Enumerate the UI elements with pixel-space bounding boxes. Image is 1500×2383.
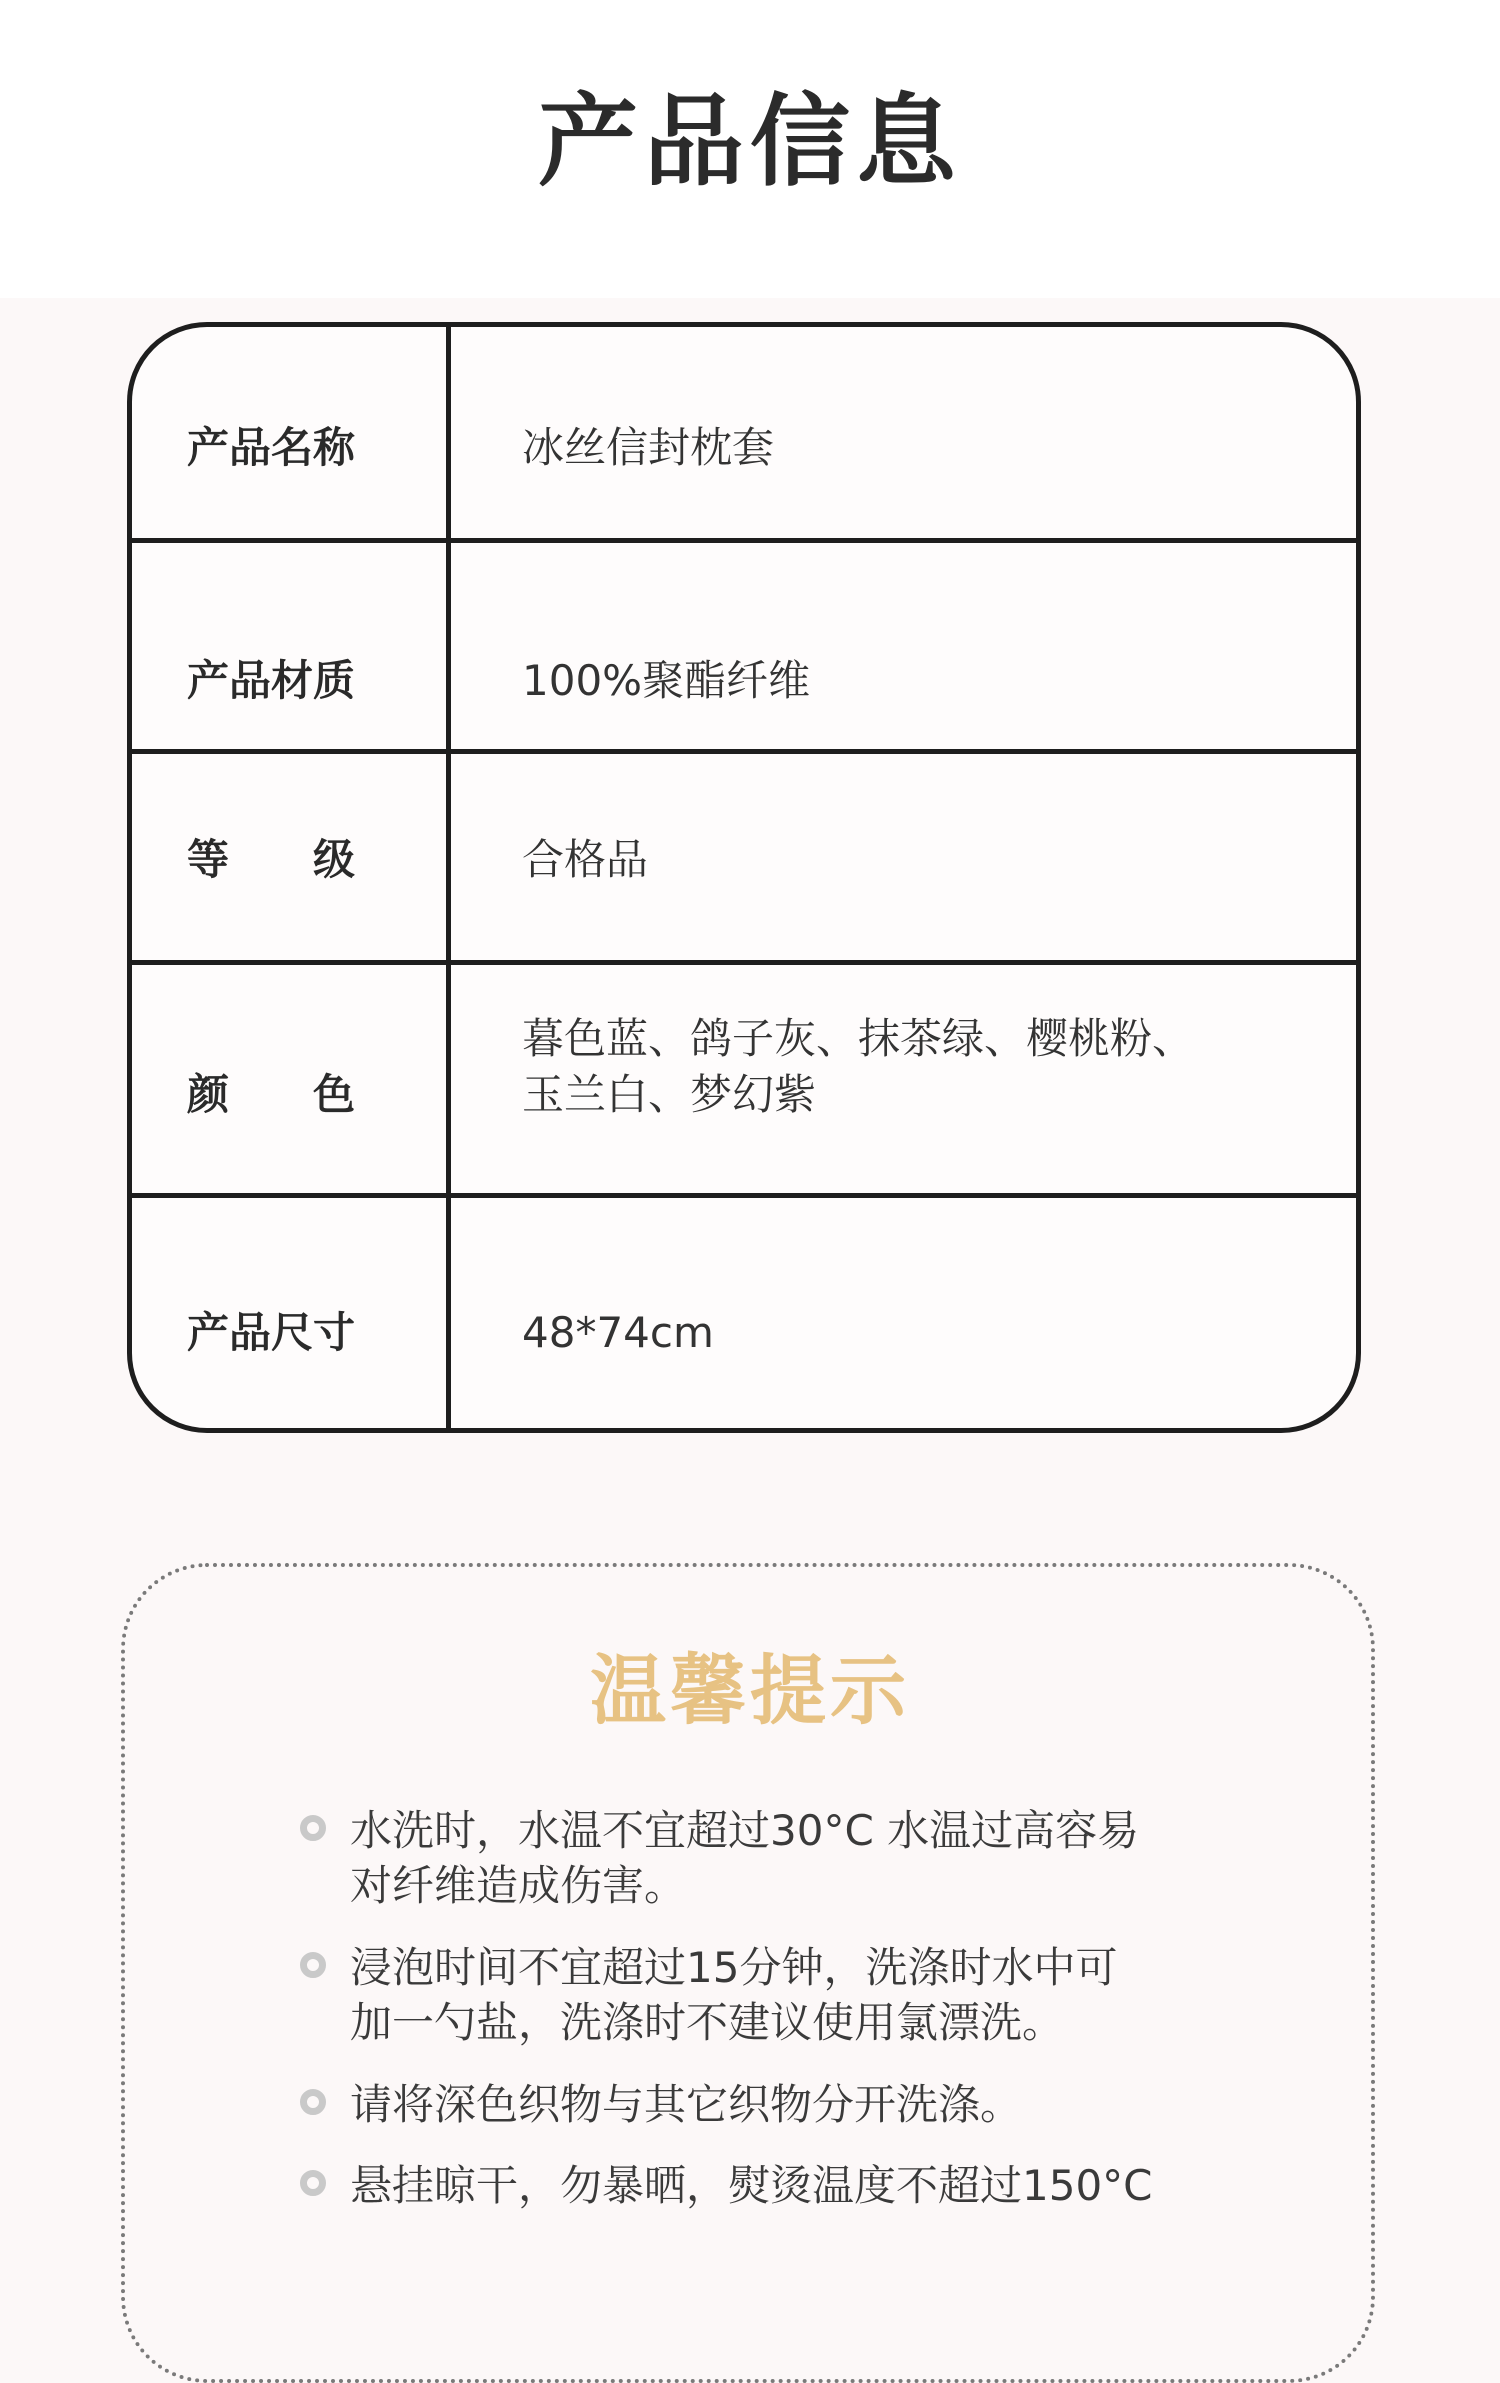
spec-value-material: 100%聚酯纤维 <box>522 656 811 705</box>
spec-label-grade: 等 级 <box>187 835 356 884</box>
circle-bullet-icon <box>300 2089 326 2115</box>
circle-bullet-icon <box>300 1815 326 1841</box>
spec-value-size: 48*74cm <box>522 1308 714 1357</box>
row-divider <box>132 749 1356 754</box>
tip-line: 悬挂晾干，勿暴晒，熨烫温度不超过150°C <box>350 2161 1153 2210</box>
tip-text <box>350 1940 1230 2050</box>
row-divider <box>132 960 1356 965</box>
column-divider <box>446 327 451 1428</box>
circle-bullet-icon <box>300 2170 326 2196</box>
tip-text <box>350 1803 1230 1913</box>
spec-value-name: 冰丝信封枕套 <box>522 423 775 472</box>
circle-bullet-icon <box>300 1952 326 1978</box>
tip-line: 对纤维造成伤害。 <box>350 1861 687 1910</box>
tip-line: 水洗时，水温不宜超过30°C 水温过高容易 <box>350 1806 1140 1855</box>
row-divider <box>132 1193 1356 1198</box>
tip-line: 请将深色织物与其它织物分开洗涤。 <box>350 2080 1023 2129</box>
tips-title: 温馨提示 <box>590 1646 910 1735</box>
row-divider <box>132 538 1356 543</box>
spec-label-size: 产品尺寸 <box>187 1308 356 1357</box>
spec-value-grade: 合格品 <box>522 835 649 884</box>
spec-label-material: 产品材质 <box>187 656 356 705</box>
spec-label-color: 颜 色 <box>187 1070 356 1119</box>
tip-line: 浸泡时间不宜超过15分钟，洗涤时水中可 <box>350 1943 1118 1992</box>
tip-text <box>350 2077 1230 2132</box>
spec-value-color-line1: 暮色蓝、鸽子灰、抹茶绿、樱桃粉、 <box>522 1014 1195 1063</box>
tip-text <box>350 2158 1230 2213</box>
tip-line: 加一勺盐，洗涤时不建议使用氯漂洗。 <box>350 1998 1065 2047</box>
page-title: 产品信息 <box>538 83 962 200</box>
spec-label-name: 产品名称 <box>187 423 356 472</box>
spec-value-color-line2: 玉兰白、梦幻紫 <box>522 1070 817 1119</box>
product-spec-table <box>127 322 1361 1433</box>
